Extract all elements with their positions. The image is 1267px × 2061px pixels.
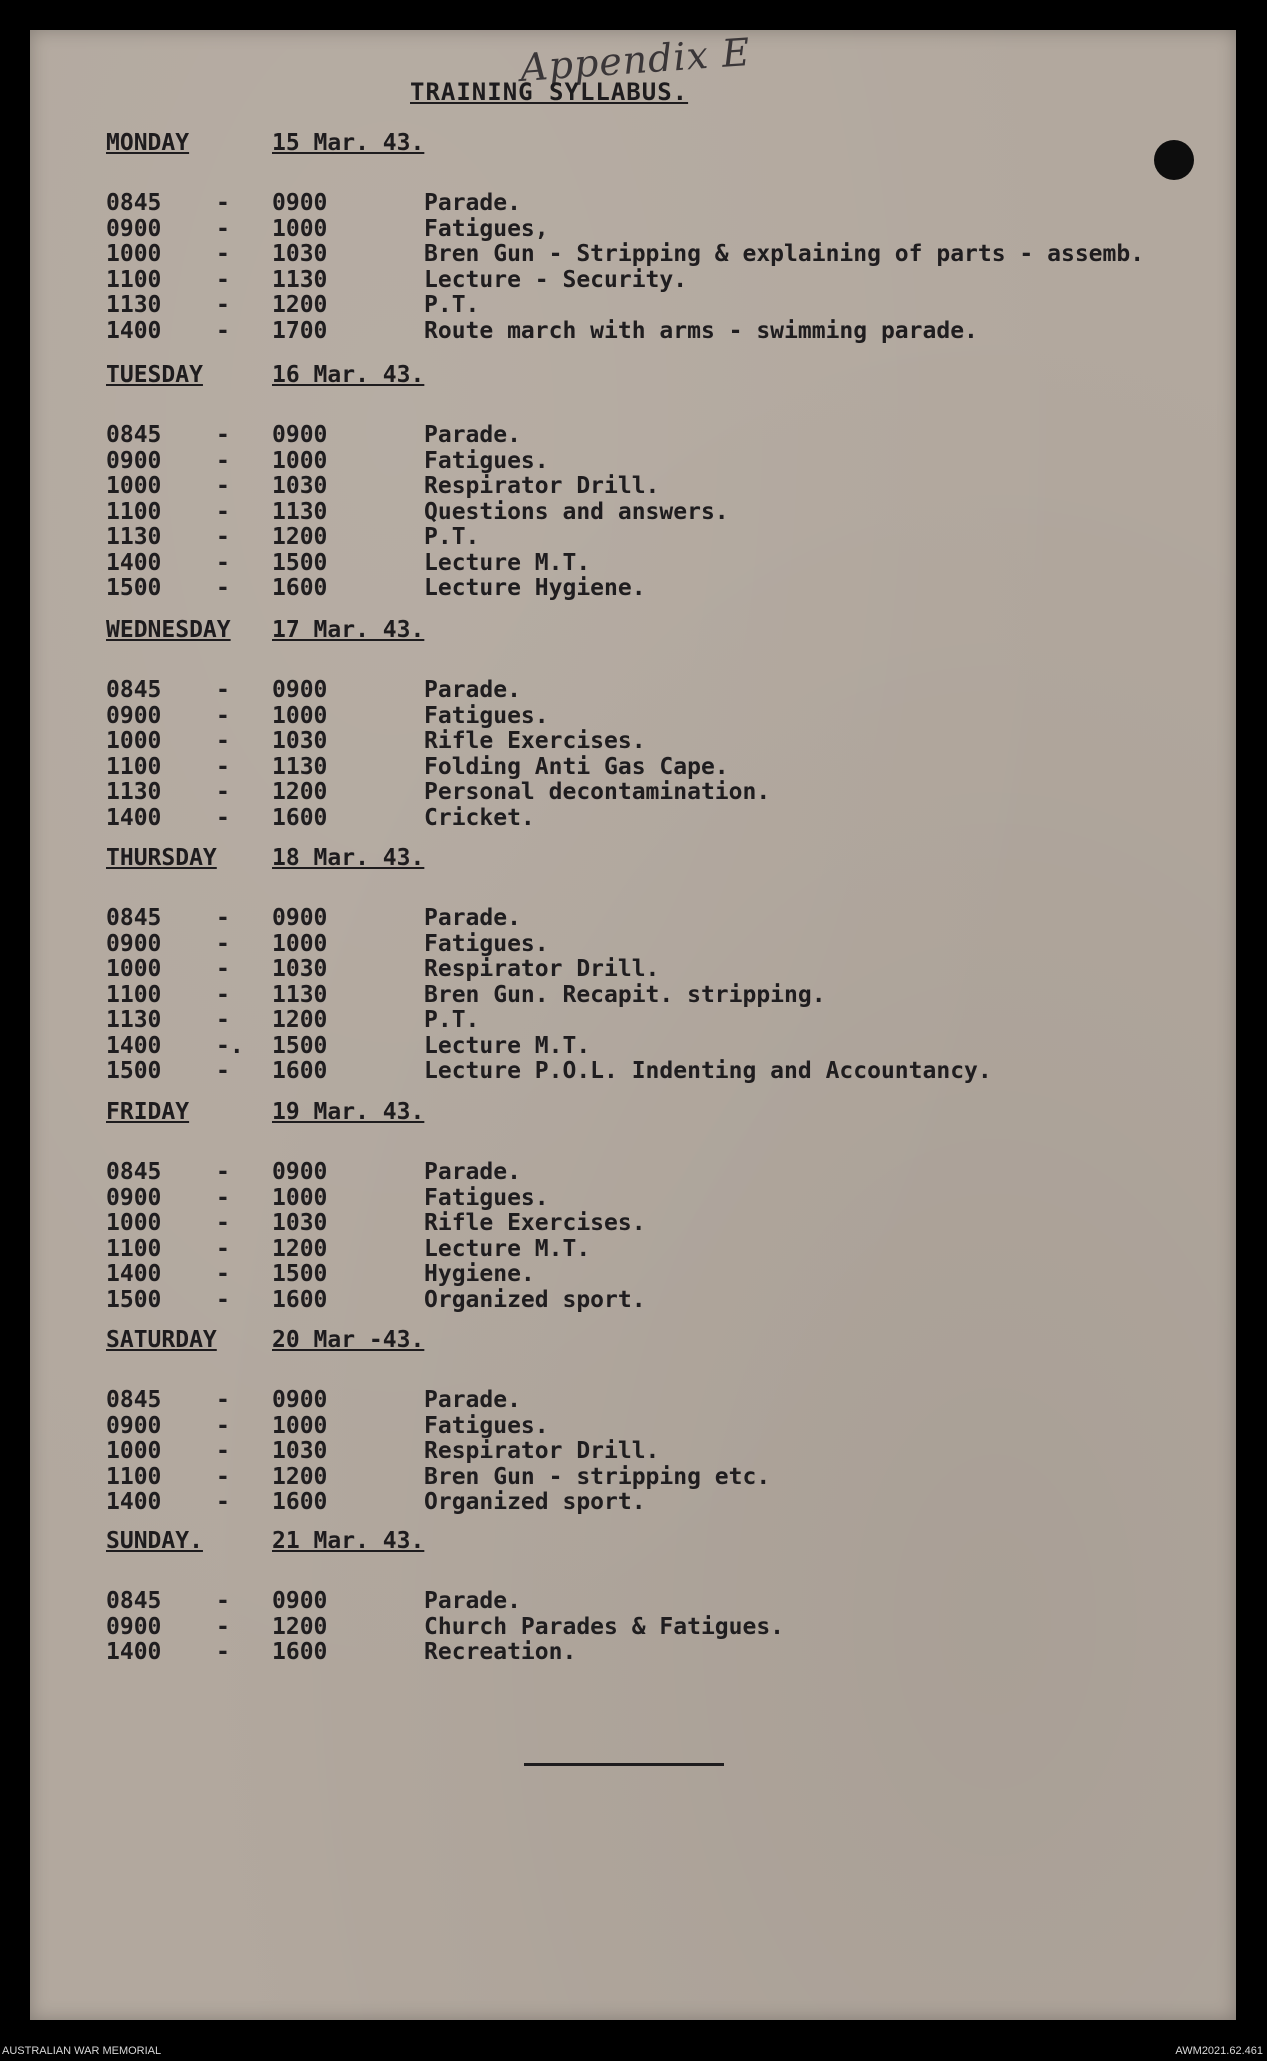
activity: Questions and answers. xyxy=(424,498,729,525)
activity: Lecture P.O.L. Indenting and Accountancy. xyxy=(424,1058,992,1084)
activity: Respirator Drill. xyxy=(424,956,660,982)
start-time: 1000 xyxy=(106,241,162,267)
end-time: 1200 xyxy=(272,524,328,550)
end-time: 1030 xyxy=(272,728,328,754)
time-separator: - xyxy=(216,905,230,931)
activity: Organized sport. xyxy=(424,1286,646,1313)
start-time: 1100 xyxy=(106,981,162,1008)
end-time: 0900 xyxy=(272,422,328,448)
time-separator: - xyxy=(216,1639,230,1665)
end-time: 0900 xyxy=(272,1588,328,1614)
schedule-rows xyxy=(106,1159,1206,1312)
handwritten-annotation: Appendix E xyxy=(518,30,753,90)
start-time: 1400 xyxy=(106,1489,162,1515)
activity: Cricket. xyxy=(424,804,535,831)
end-time: 1130 xyxy=(272,498,328,525)
end-time: 1000 xyxy=(272,1412,328,1439)
start-time: 1000 xyxy=(106,1438,162,1464)
schedule-row xyxy=(106,267,1206,293)
start-time: 0845 xyxy=(106,677,162,703)
schedule-row xyxy=(106,292,1206,318)
start-time: 0845 xyxy=(106,1159,162,1185)
schedule-row xyxy=(106,1639,1206,1665)
time-separator: - xyxy=(216,1588,230,1614)
end-time: 1030 xyxy=(272,473,328,499)
activity: P.T. xyxy=(424,292,480,318)
time-separator: - xyxy=(216,677,230,703)
schedule-row xyxy=(106,1236,1206,1262)
day-name: FRIDAY xyxy=(106,1099,190,1125)
start-time: 1000 xyxy=(106,728,162,754)
schedule-row xyxy=(106,1387,1206,1413)
time-separator: - xyxy=(216,956,230,982)
start-time: 0900 xyxy=(106,1613,162,1640)
end-time: 0900 xyxy=(272,905,328,931)
start-time: 0845 xyxy=(106,1387,162,1413)
schedule-rows xyxy=(106,1387,1206,1515)
time-separator: - xyxy=(216,728,230,754)
schedule-row xyxy=(106,422,1206,448)
schedule-row xyxy=(106,1413,1206,1439)
start-time: 1130 xyxy=(106,1007,162,1033)
schedule-row xyxy=(106,1464,1206,1490)
day-block xyxy=(106,1528,1206,1665)
end-time: 1200 xyxy=(272,1235,328,1262)
activity: Parade. xyxy=(424,677,521,703)
end-rule xyxy=(524,1763,724,1766)
time-separator: - xyxy=(216,930,230,957)
activity: Lecture M.T. xyxy=(424,549,591,576)
end-time: 1030 xyxy=(272,1438,328,1464)
time-separator: - xyxy=(216,1210,230,1236)
time-separator: - xyxy=(216,702,230,729)
end-time: 1030 xyxy=(272,1210,328,1236)
start-time: 1400 xyxy=(106,1032,162,1059)
day-header xyxy=(106,1099,1206,1135)
time-separator: - xyxy=(216,1489,230,1515)
schedule-row xyxy=(106,1261,1206,1287)
schedule-row xyxy=(106,318,1206,344)
day-date: 18 Mar. 43. xyxy=(272,845,425,871)
time-separator: - xyxy=(216,1058,230,1084)
schedule-row xyxy=(106,1489,1206,1515)
start-time: 0900 xyxy=(106,447,162,474)
day-date: 16 Mar. 43. xyxy=(272,362,425,388)
activity: Parade. xyxy=(424,1387,521,1413)
schedule-row xyxy=(106,779,1206,805)
schedule-row xyxy=(106,448,1206,474)
time-separator: - xyxy=(216,266,230,293)
activity: Bren Gun - stripping etc. xyxy=(424,1463,771,1490)
start-time: 1100 xyxy=(106,498,162,525)
document-page xyxy=(30,30,1236,2020)
end-time: 1030 xyxy=(272,956,328,982)
end-time: 1500 xyxy=(272,549,328,576)
activity: Organized sport. xyxy=(424,1489,646,1515)
page-title: TRAINING SYLLABUS. xyxy=(410,78,689,106)
activity: Fatigues. xyxy=(424,702,549,729)
end-time: 1600 xyxy=(272,1058,328,1084)
schedule-row xyxy=(106,1588,1206,1614)
activity: Respirator Drill. xyxy=(424,473,660,499)
activity: Bren Gun - Stripping & explaining of parts - assemb. xyxy=(424,241,1145,267)
start-time: 1500 xyxy=(106,1058,162,1084)
schedule-row xyxy=(106,728,1206,754)
start-time: 1500 xyxy=(106,1286,162,1313)
time-separator: - xyxy=(216,1412,230,1439)
end-time: 0900 xyxy=(272,190,328,216)
schedule-row xyxy=(106,905,1206,931)
end-time: 0900 xyxy=(272,1387,328,1413)
activity: Recreation. xyxy=(424,1639,577,1665)
schedule-row xyxy=(106,1058,1206,1084)
activity: Folding Anti Gas Cape. xyxy=(424,753,729,780)
time-separator: -. xyxy=(216,1032,244,1059)
day-name: TUESDAY xyxy=(106,362,203,388)
day-header xyxy=(106,845,1206,881)
schedule-rows xyxy=(106,677,1206,830)
day-header xyxy=(106,617,1206,653)
start-time: 1000 xyxy=(106,956,162,982)
time-separator: - xyxy=(216,215,230,242)
day-block xyxy=(106,617,1206,830)
start-time: 1000 xyxy=(106,473,162,499)
end-time: 1130 xyxy=(272,753,328,780)
end-time: 1000 xyxy=(272,1184,328,1211)
end-time: 1200 xyxy=(272,1007,328,1033)
start-time: 1100 xyxy=(106,266,162,293)
activity: Fatigues, xyxy=(424,215,549,242)
schedule-row xyxy=(106,1033,1206,1059)
time-separator: - xyxy=(216,779,230,805)
activity: Lecture Hygiene. xyxy=(424,575,646,601)
activity: Church Parades & Fatigues. xyxy=(424,1613,785,1640)
day-name: MONDAY xyxy=(106,130,190,156)
activity: Bren Gun. Recapit. stripping. xyxy=(424,981,826,1008)
end-time: 1130 xyxy=(272,266,328,293)
start-time: 1400 xyxy=(106,1639,162,1665)
activity: Parade. xyxy=(424,1159,521,1185)
activity: Respirator Drill. xyxy=(424,1438,660,1464)
time-separator: - xyxy=(216,1387,230,1413)
activity: Hygiene. xyxy=(424,1261,535,1287)
schedule-row xyxy=(106,550,1206,576)
schedule-row xyxy=(106,1159,1206,1185)
schedule-row xyxy=(106,241,1206,267)
activity: Parade. xyxy=(424,422,521,448)
end-time: 1200 xyxy=(272,292,328,318)
schedule-row xyxy=(106,575,1206,601)
time-separator: - xyxy=(216,575,230,601)
end-time: 0900 xyxy=(272,677,328,703)
time-separator: - xyxy=(216,1261,230,1287)
day-date: 19 Mar. 43. xyxy=(272,1099,425,1125)
day-block xyxy=(106,362,1206,601)
start-time: 1100 xyxy=(106,753,162,780)
day-header xyxy=(106,1327,1206,1363)
start-time: 0845 xyxy=(106,905,162,931)
end-time: 1600 xyxy=(272,1489,328,1515)
end-time: 1600 xyxy=(272,1639,328,1665)
footer-source: AUSTRALIAN WAR MEMORIAL xyxy=(2,2045,162,2057)
schedule-row xyxy=(106,1185,1206,1211)
schedule-row xyxy=(106,1007,1206,1033)
day-header xyxy=(106,362,1206,398)
activity: Route march with arms - swimming parade. xyxy=(424,317,978,344)
end-time: 1200 xyxy=(272,1463,328,1490)
day-header xyxy=(106,130,1206,166)
activity: Fatigues. xyxy=(424,1412,549,1439)
start-time: 0900 xyxy=(106,1412,162,1439)
day-header xyxy=(106,1528,1206,1564)
start-time: 1000 xyxy=(106,1210,162,1236)
end-time: 1200 xyxy=(272,1613,328,1640)
schedule-rows xyxy=(106,190,1206,343)
start-time: 0900 xyxy=(106,215,162,242)
end-time: 1030 xyxy=(272,241,328,267)
schedule-row xyxy=(106,931,1206,957)
day-name: SUNDAY. xyxy=(106,1528,203,1554)
activity: Lecture - Security. xyxy=(424,266,688,293)
schedule-row xyxy=(106,982,1206,1008)
time-separator: - xyxy=(216,422,230,448)
day-date: 21 Mar. 43. xyxy=(272,1528,425,1554)
end-time: 1500 xyxy=(272,1261,328,1287)
schedule-row xyxy=(106,1210,1206,1236)
schedule-row xyxy=(106,956,1206,982)
time-separator: - xyxy=(216,473,230,499)
activity: Rifle Exercises. xyxy=(424,1210,646,1236)
day-name: SATURDAY xyxy=(106,1327,217,1353)
schedule-row xyxy=(106,524,1206,550)
schedule-row xyxy=(106,805,1206,831)
start-time: 1400 xyxy=(106,804,162,831)
schedule-row xyxy=(106,1438,1206,1464)
time-separator: - xyxy=(216,498,230,525)
start-time: 0900 xyxy=(106,930,162,957)
schedule-row xyxy=(106,473,1206,499)
end-time: 0900 xyxy=(272,1159,328,1185)
schedule-rows xyxy=(106,905,1206,1084)
activity: Fatigues. xyxy=(424,930,549,957)
time-separator: - xyxy=(216,1007,230,1033)
start-time: 0845 xyxy=(106,1588,162,1614)
day-name: WEDNESDAY xyxy=(106,617,231,643)
schedule-row xyxy=(106,754,1206,780)
activity: P.T. xyxy=(424,524,480,550)
start-time: 1100 xyxy=(106,1463,162,1490)
activity: Parade. xyxy=(424,905,521,931)
schedule-row xyxy=(106,677,1206,703)
schedule-rows xyxy=(106,1588,1206,1665)
time-separator: - xyxy=(216,317,230,344)
time-separator: - xyxy=(216,753,230,780)
day-name: THURSDAY xyxy=(106,845,217,871)
time-separator: - xyxy=(216,1286,230,1313)
schedule-row xyxy=(106,190,1206,216)
day-block xyxy=(106,130,1206,343)
time-separator: - xyxy=(216,804,230,831)
day-date: 20 Mar -43. xyxy=(272,1327,425,1353)
end-time: 1200 xyxy=(272,779,328,805)
end-time: 1000 xyxy=(272,930,328,957)
time-separator: - xyxy=(216,1184,230,1211)
day-block xyxy=(106,1099,1206,1312)
end-time: 1000 xyxy=(272,215,328,242)
activity: Fatigues. xyxy=(424,447,549,474)
start-time: 1100 xyxy=(106,1235,162,1262)
time-separator: - xyxy=(216,1613,230,1640)
schedule-rows xyxy=(106,422,1206,601)
time-separator: - xyxy=(216,1235,230,1262)
schedule-row xyxy=(106,703,1206,729)
time-separator: - xyxy=(216,549,230,576)
activity: Lecture M.T. xyxy=(424,1235,591,1262)
end-time: 1000 xyxy=(272,447,328,474)
day-date: 17 Mar. 43. xyxy=(272,617,425,643)
time-separator: - xyxy=(216,447,230,474)
time-separator: - xyxy=(216,190,230,216)
schedule-row xyxy=(106,1614,1206,1640)
activity: Personal decontamination. xyxy=(424,779,771,805)
start-time: 1130 xyxy=(106,524,162,550)
start-time: 0900 xyxy=(106,702,162,729)
schedule-row xyxy=(106,499,1206,525)
start-time: 1130 xyxy=(106,779,162,805)
end-time: 1500 xyxy=(272,1032,328,1059)
time-separator: - xyxy=(216,981,230,1008)
end-time: 1600 xyxy=(272,575,328,601)
end-time: 1000 xyxy=(272,702,328,729)
footer-reference: AWM2021.62.461 xyxy=(1175,2045,1263,2057)
start-time: 1400 xyxy=(106,1261,162,1287)
time-separator: - xyxy=(216,1159,230,1185)
start-time: 0845 xyxy=(106,190,162,216)
day-block xyxy=(106,1327,1206,1515)
start-time: 1400 xyxy=(106,317,162,344)
schedule-row xyxy=(106,216,1206,242)
activity: P.T. xyxy=(424,1007,480,1033)
activity: Fatigues. xyxy=(424,1184,549,1211)
end-time: 1130 xyxy=(272,981,328,1008)
end-time: 1700 xyxy=(272,317,328,344)
activity: Rifle Exercises. xyxy=(424,728,646,754)
start-time: 0900 xyxy=(106,1184,162,1211)
time-separator: - xyxy=(216,524,230,550)
time-separator: - xyxy=(216,1438,230,1464)
time-separator: - xyxy=(216,241,230,267)
end-time: 1600 xyxy=(272,1286,328,1313)
activity: Parade. xyxy=(424,190,521,216)
activity: Parade. xyxy=(424,1588,521,1614)
time-separator: - xyxy=(216,1463,230,1490)
day-date: 15 Mar. 43. xyxy=(272,130,425,156)
activity: Lecture M.T. xyxy=(424,1032,591,1059)
schedule-row xyxy=(106,1287,1206,1313)
day-block xyxy=(106,845,1206,1084)
end-time: 1600 xyxy=(272,804,328,831)
time-separator: - xyxy=(216,292,230,318)
start-time: 1500 xyxy=(106,575,162,601)
start-time: 1400 xyxy=(106,549,162,576)
start-time: 0845 xyxy=(106,422,162,448)
start-time: 1130 xyxy=(106,292,162,318)
